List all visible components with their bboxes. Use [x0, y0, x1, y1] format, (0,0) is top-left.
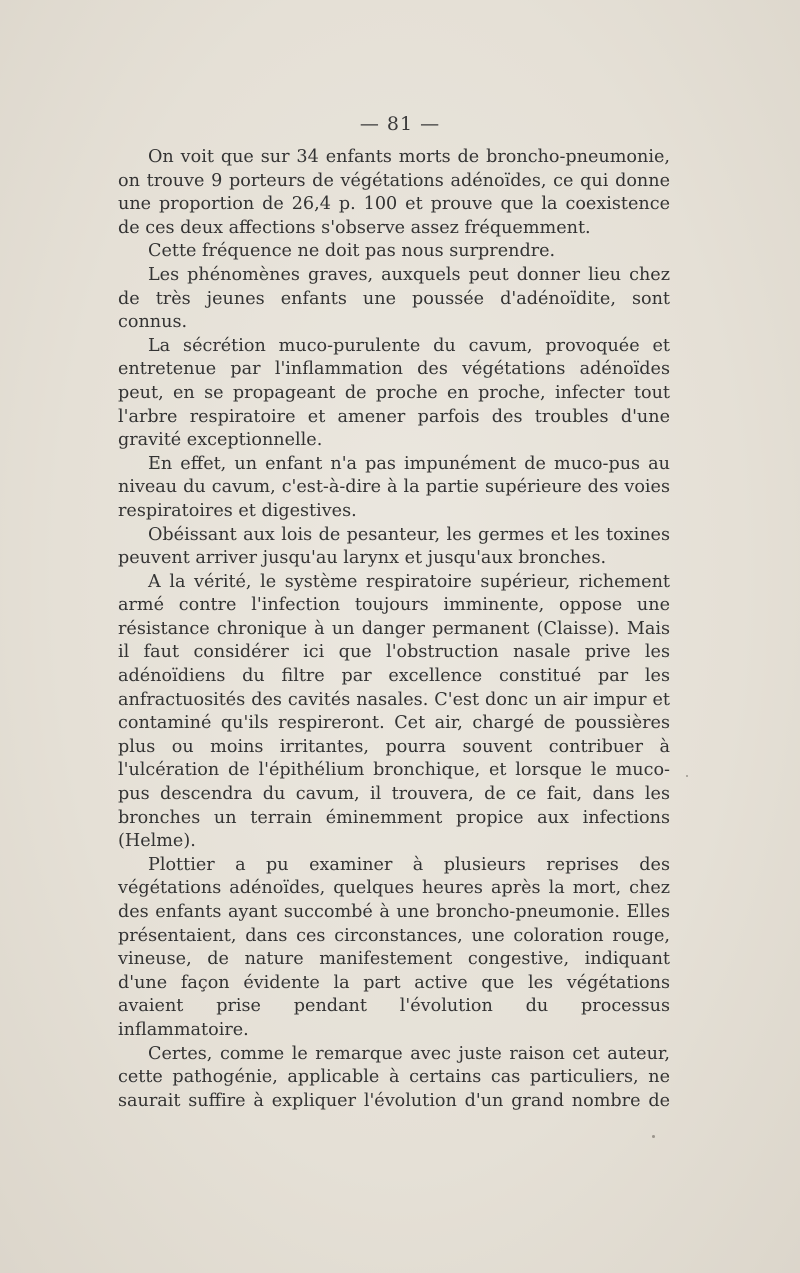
paragraph: Cette fréquence ne doit pas nous surprendre.: [148, 241, 556, 262]
paragraph: Plottier a pu examiner à plusieurs reprises des végétations adénoïdes, quelques heures après la mort, chez des enfants ayant succombé à une broncho-pneumonie. Elles présentaient, dans ces circonstances, une coloration rouge, vineuse, de nature manifestement congestive, indiquant d'une façon évidente la part active que les végétations avaient prise pendant l'évolution du processus inflammatoire.: [118, 854, 670, 1040]
paragraph: La sécrétion muco-purulente du cavum, provoquée et entretenue par l'inflammation des végétations adénoïdes peut, en se propageant de proche en proche, infecter tout l'arbre respiratoire et amener parfois des troubles d'une gravité exceptionnelle.: [118, 335, 670, 451]
body-text: [118, 146, 670, 1113]
paragraph: Obéissant aux lois de pesanteur, les germes et les toxines peuvent arriver jusqu'au larynx et jusqu'aux bronches.: [118, 524, 670, 569]
paragraph: On voit que sur 34 enfants morts de broncho-pneumonie, on trouve 9 porteurs de végétations adénoïdes, ce qui donne une proportion de 26,4 p. 100 et prouve que la coexistence de ces deux affections s'observe assez fréquemment.: [118, 147, 670, 238]
paragraph: En effet, un enfant n'a pas impunément de muco-pus au niveau du cavum, c'est-à-dire à la partie supérieure des voies respiratoires et digestives.: [118, 453, 670, 521]
paper-speck: [652, 1135, 655, 1138]
paper-speck: [686, 775, 688, 777]
page-number: — 81 —: [359, 113, 441, 135]
paragraph: Les phénomènes graves, auxquels peut donner lieu chez de très jeunes enfants une poussée d'adénoïdite, sont connus.: [118, 264, 670, 333]
paragraph: Certes, comme le remarque avec juste raison cet auteur, cette pathogénie, applicable à certains cas particuliers, ne saurait suffire à expliquer l'évolution d'un grand nombre de: [118, 1043, 670, 1111]
paragraph: A la vérité, le système respiratoire supérieur, richement armé contre l'infection toujours imminente, oppose une résistance chronique à un danger permanent (Claisse). Mais il faut considérer ici que l'obstruction nasale prive les adénoïdiens du filtre par excellence constitué par les anfractuosités des cavités nasales. C'est donc un air impur et contaminé qu'ils respireront. Cet air, chargé de poussières plus ou moins irritantes, pourra souvent contribuer à l'ulcération de l'épithélium bronchique, et lorsque le muco-pus descendra du cavum, il trouvera, de ce fait, dans les bronches un terrain éminemment propice aux infections (Helme).: [118, 571, 670, 852]
